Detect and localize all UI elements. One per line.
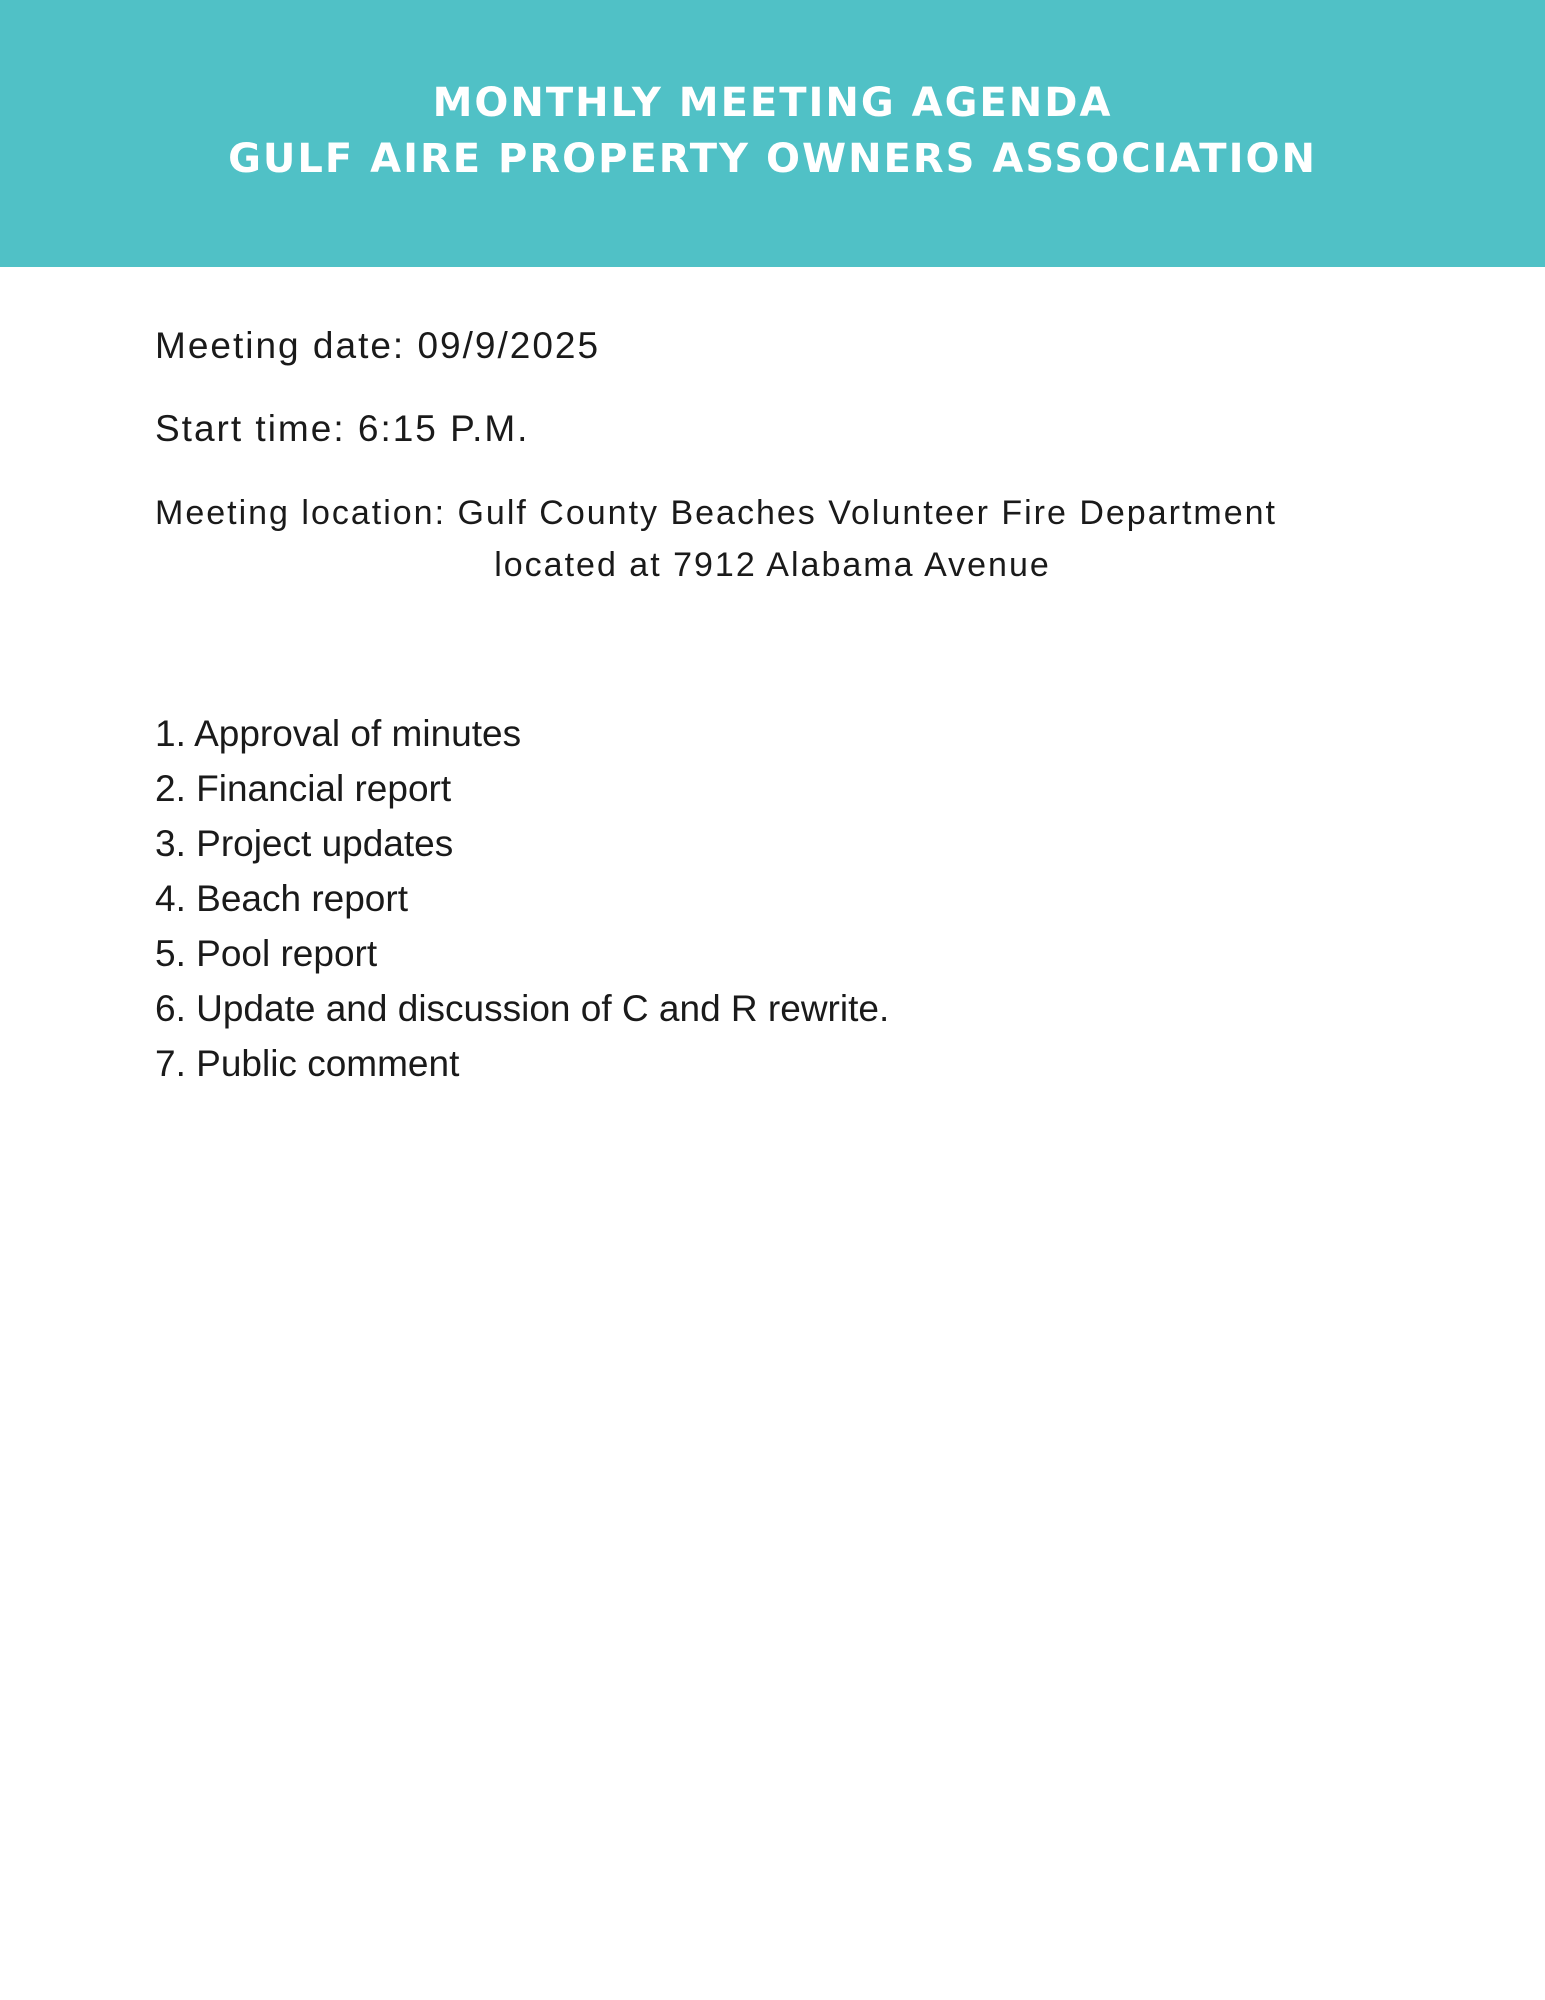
agenda-item: 6. Update and discussion of C and R rewrite.	[155, 988, 890, 1029]
meeting-location-address: located at 7912 Alabama Avenue	[494, 546, 1051, 584]
header-title: MONTHLY MEETING AGENDA	[432, 80, 1113, 126]
agenda-item: 5. Pool report	[155, 933, 378, 974]
meeting-date: Meeting date: 09/9/2025	[155, 325, 601, 366]
agenda-item: 1. Approval of minutes	[155, 713, 522, 754]
meeting-location: Meeting location: Gulf County Beaches Volunteer Fire Department	[155, 494, 1277, 532]
header-subtitle: GULF AIRE PROPERTY OWNERS ASSOCIATION	[228, 136, 1317, 182]
agenda-list	[155, 706, 889, 1091]
agenda-item: 2. Financial report	[155, 768, 452, 809]
agenda-item: 7. Public comment	[155, 1043, 460, 1084]
agenda-item: 3. Project updates	[155, 823, 454, 864]
meeting-start-time: Start time: 6:15 P.M.	[155, 408, 530, 449]
header-band	[0, 0, 1545, 267]
agenda-item: 4. Beach report	[155, 878, 408, 919]
